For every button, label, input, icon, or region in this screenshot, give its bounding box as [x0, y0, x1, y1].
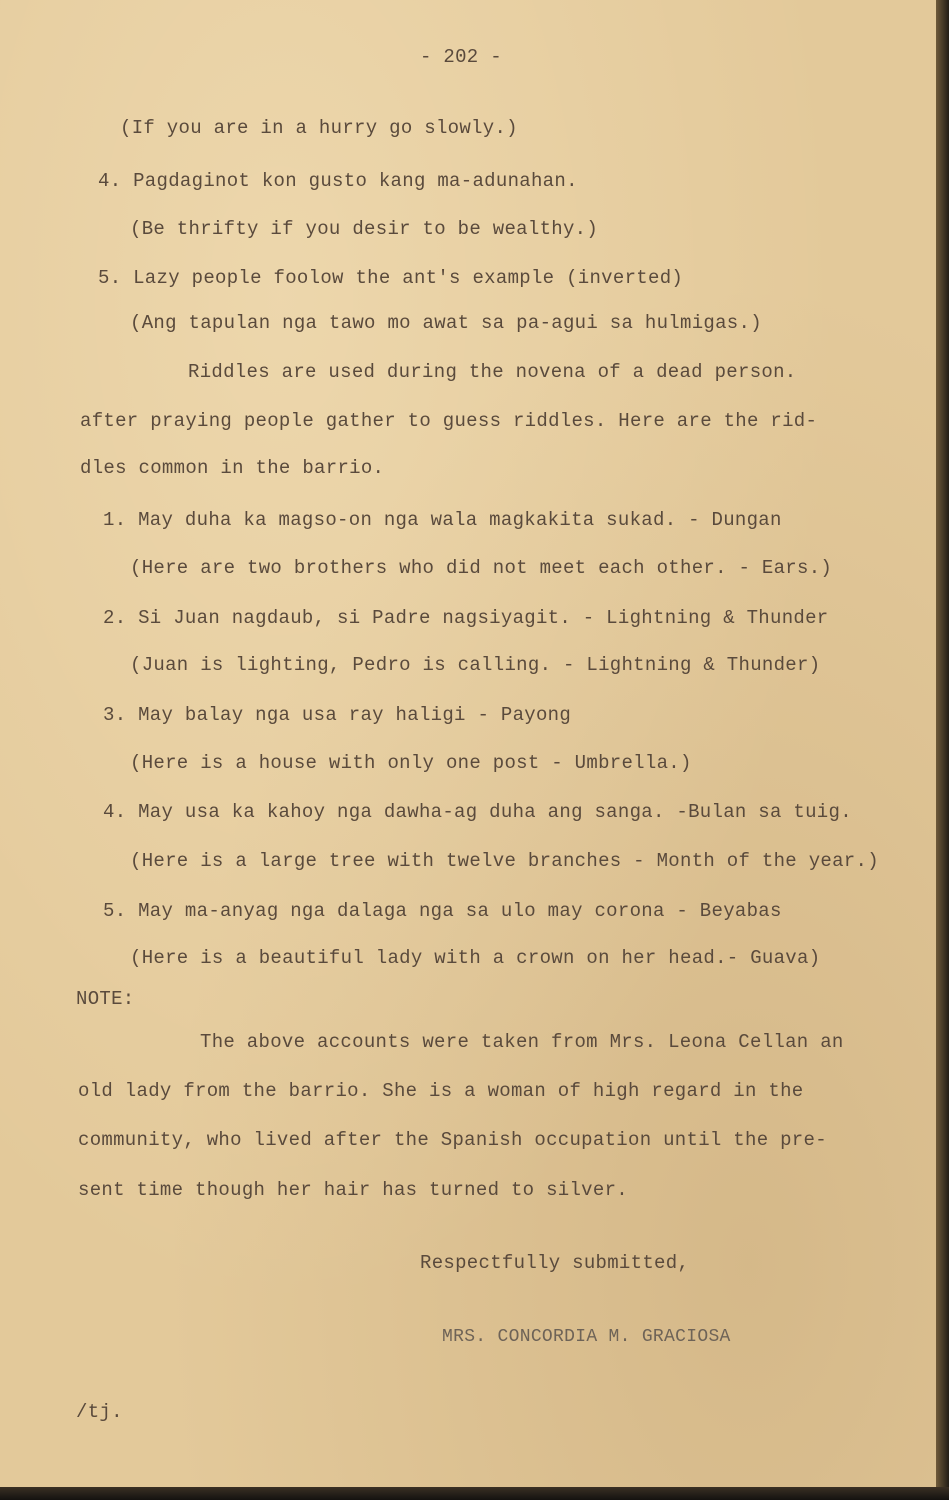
riddle-3-translation: (Here is a house with only one post - Umbrella.) [130, 752, 692, 774]
riddles-intro-line-3: dles common in the barrio. [80, 457, 385, 479]
riddle-4-translation: (Here is a large tree with twelve branches - Month of the year.) [130, 850, 879, 872]
proverb-4: 4. Pagdaginot kon gusto kang ma-adunahan. [98, 170, 578, 192]
note-line-2: old lady from the barrio. She is a woman of high regard in the [78, 1080, 804, 1102]
note-line-3: community, who lived after the Spanish occupation until the pre- [78, 1129, 827, 1151]
signature: MRS. CONCORDIA M. GRACIOSA [442, 1327, 731, 1347]
proverb-translation-3: (If you are in a hurry go slowly.) [120, 117, 518, 139]
proverb-translation-4: (Be thrifty if you desir to be wealthy.) [130, 218, 599, 240]
riddle-5-translation: (Here is a beautiful lady with a crown on her head.- Guava) [130, 947, 821, 969]
proverb-translation-5: (Ang tapulan nga tawo mo awat sa pa-agui sa hulmigas.) [130, 312, 762, 334]
page-bottom-shadow [0, 1487, 949, 1500]
note-line-4: sent time though her hair has turned to silver. [78, 1179, 628, 1201]
note-label: NOTE: [76, 988, 135, 1010]
riddles-intro-line-1: Riddles are used during the novena of a dead person. [188, 361, 797, 383]
page-edge-shadow [936, 0, 949, 1500]
riddle-2-translation: (Juan is lighting, Pedro is calling. - Lightning & Thunder) [130, 654, 821, 676]
riddle-5: 5. May ma-anyag nga dalaga nga sa ulo may corona - Beyabas [103, 900, 782, 922]
riddle-1: 1. May duha ka magso-on nga wala magkakita sukad. - Dungan [103, 509, 782, 531]
riddles-intro-line-2: after praying people gather to guess riddles. Here are the rid- [80, 410, 818, 432]
closing: Respectfully submitted, [420, 1252, 690, 1274]
riddle-4: 4. May usa ka kahoy nga dawha-ag duha ang sanga. -Bulan sa tuig. [103, 801, 852, 823]
note-line-1: The above accounts were taken from Mrs. Leona Cellan an [200, 1031, 844, 1053]
typist-initials: /tj. [76, 1401, 123, 1423]
riddle-3: 3. May balay nga usa ray haligi - Payong [103, 704, 572, 726]
riddle-1-translation: (Here are two brothers who did not meet each other. - Ears.) [130, 557, 833, 579]
proverb-5: 5. Lazy people foolow the ant's example (inverted) [98, 267, 684, 289]
riddle-2: 2. Si Juan nagdaub, si Padre nagsiyagit. - Lightning & Thunder [103, 607, 829, 629]
page-number: - 202 - [420, 46, 502, 68]
